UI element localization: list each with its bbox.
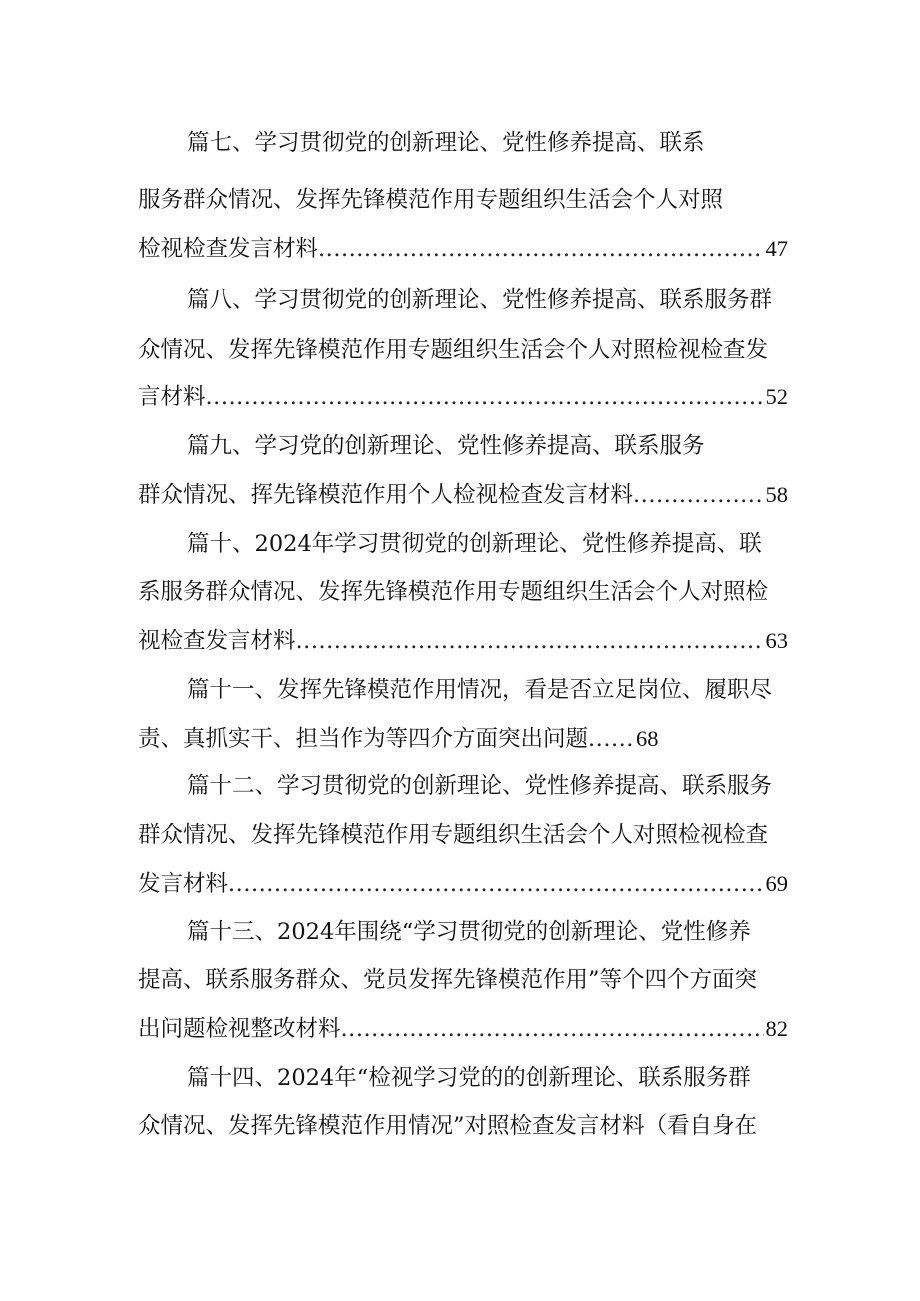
toc-entry-7-text: 检视检查发言材料 (138, 236, 319, 262)
toc-entry-10-page-number: 63 (765, 628, 788, 653)
dot-leader (296, 624, 764, 658)
toc-entry-11-page-number: 68 (636, 726, 659, 751)
toc-entry-10-text: 视检查发言材料 (138, 628, 296, 654)
toc-entry-9-page-number: 58 (765, 482, 788, 507)
toc-entry-12-page-number: 69 (765, 871, 788, 896)
toc-entry-9-line-1: 篇九、学习党的创新理论、党性修养提高、联系服务 (187, 433, 705, 459)
toc-entry-12-line-1: 篇十二、学习贯彻党的创新理论、党性修养提高、联系服务 (187, 773, 773, 799)
toc-entry-13-line-1: 篇十三、2024年围绕“学习贯彻党的创新理论、党性修养 (187, 919, 751, 945)
toc-entry-7-line-3[interactable] (138, 232, 788, 266)
toc-entry-12-line-2: 群众情况、发挥先锋模范作用专题组织生活会个人对照检视检查 (138, 822, 769, 848)
toc-entry-10-line-3[interactable] (138, 624, 788, 658)
toc-entry-13-text: 出问题检视整改材料 (138, 1016, 341, 1042)
toc-entry-13-line-2: 提高、联系服务群众、党员发挥先锋模范作用”等个四个方面突 (138, 967, 758, 993)
toc-entry-7-page-number: 47 (765, 236, 788, 261)
dot-leader (588, 722, 634, 756)
toc-entry-12-line-3[interactable] (138, 867, 788, 901)
toc-entry-12-text: 发言材料 (138, 871, 229, 897)
toc-entry-7-line-2: 服务群众情况、发挥先锋模范作用专题组织生活会个人对照 (138, 187, 724, 213)
toc-entry-8-line-2: 众情况、发挥先锋模范作用专题组织生活会个人对照检视检查发 (138, 337, 769, 363)
toc-entry-8-line-3[interactable] (138, 380, 788, 414)
toc-entry-11-line-2[interactable] (138, 722, 788, 756)
toc-entry-14-line-1: 篇十四、2024年“检视学习党的的创新理论、联系服务群 (187, 1065, 751, 1091)
toc-entry-14-line-2: 众情况、发挥先锋模范作用情况”对照检查发言材料（看自身在 (138, 1113, 758, 1139)
toc-entry-13-page-number: 82 (765, 1016, 788, 1041)
toc-entry-10-line-1: 篇十、2024年学习贯彻党的创新理论、党性修养提高、联 (187, 531, 762, 557)
toc-entry-8-line-1: 篇八、学习贯彻党的创新理论、党性修养提高、联系服务群 (187, 287, 773, 313)
toc-entry-7-line-1: 篇七、学习贯彻党的创新理论、党性修养提高、联系 (187, 130, 705, 156)
toc-entry-8-page-number: 52 (765, 384, 788, 409)
dot-leader (318, 232, 763, 266)
toc-entry-11-text: 责、真抓实干、担当作为等四介方面突出问题 (138, 726, 589, 752)
dot-leader (206, 380, 764, 414)
toc-entry-13-line-3[interactable] (138, 1012, 788, 1046)
dot-leader (228, 867, 763, 901)
toc-entry-10-line-2: 系服务群众情况、发挥先锋模范作用专题组织生活会个人对照检 (138, 579, 769, 605)
toc-entry-11-line-1: 篇十一、发挥先锋模范作用情况，看是否立足岗位、履职尽 (187, 677, 773, 703)
toc-entry-9-text: 群众情况、挥先锋模范作用个人检视检查发言材料 (138, 482, 634, 508)
dot-leader (633, 478, 763, 512)
dot-leader (341, 1012, 764, 1046)
toc-entry-8-text: 言材料 (138, 384, 206, 410)
toc-entry-9-line-2[interactable] (138, 478, 788, 512)
